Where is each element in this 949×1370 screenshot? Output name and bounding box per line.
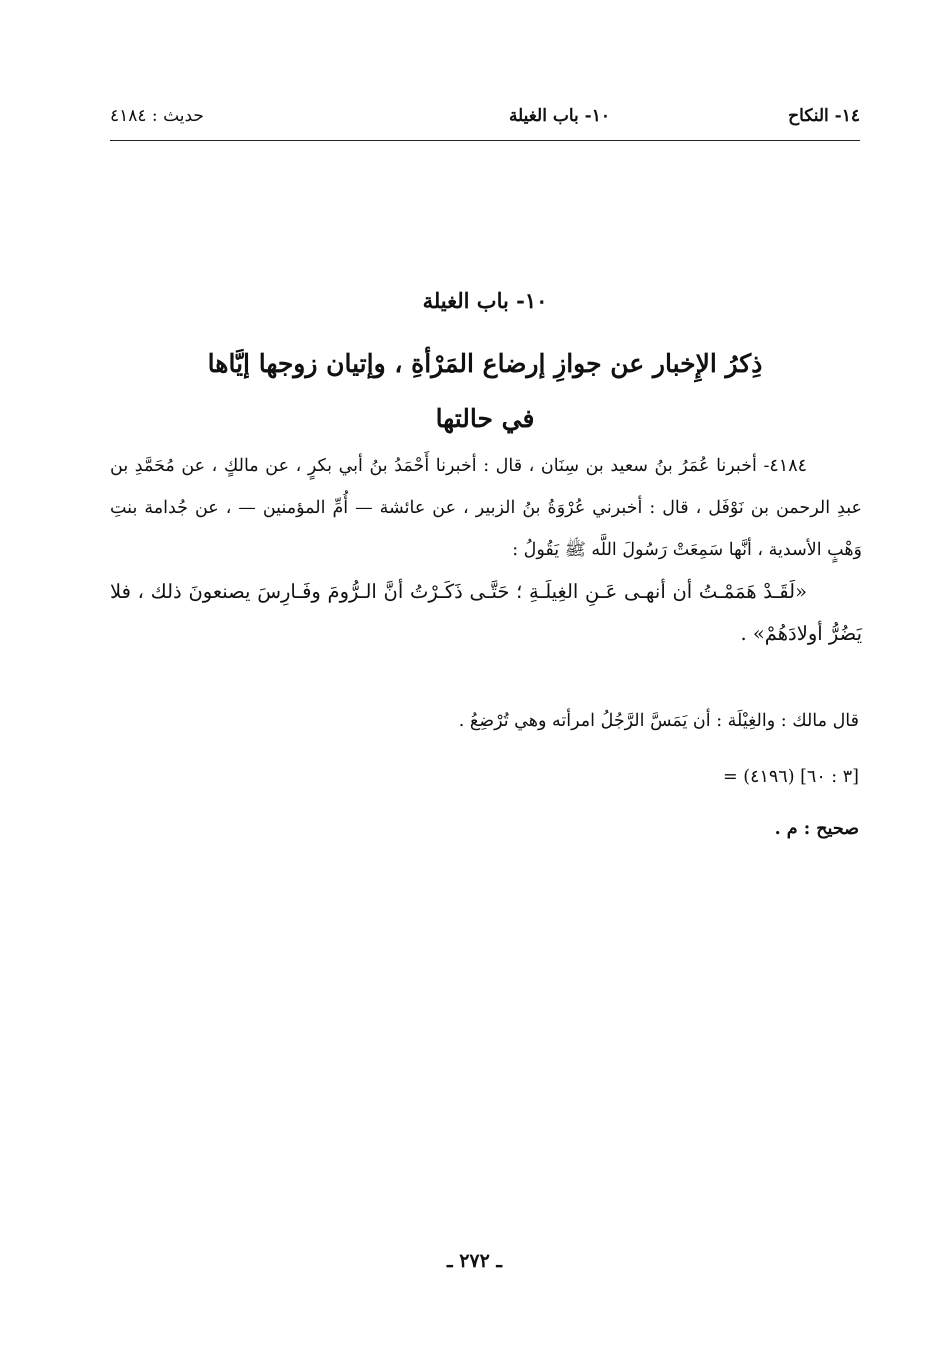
chapter-title: ١٠- باب الغيلة bbox=[422, 288, 548, 313]
header-hadith-ref: حديث : ٤١٨٤ bbox=[110, 106, 204, 126]
chapter-subtitle-line-1: ذِكرُ الإِخبار عن جوازِ إرضاع المَرْأةِ ، وإتيان زوجها إيَّاها bbox=[207, 349, 763, 378]
malik-saying: قال مالك : والغِيْلَة : أن يَمَسَّ الرَّجُلُ امرأته وهي تُرْضِعُ . bbox=[458, 711, 859, 731]
chapter-subtitle bbox=[110, 336, 860, 446]
chapter-subtitle-line-2: في حالتها bbox=[435, 404, 535, 433]
hadith-text bbox=[110, 445, 862, 655]
page-number: ـ ٢٧٢ ـ bbox=[447, 1250, 502, 1272]
hadith-grading: صحيح : م . bbox=[774, 819, 859, 839]
cross-reference: = (٤١٩٦) [٣ : ٦٠] bbox=[723, 767, 859, 787]
header-chapter: ١٤- النكاح bbox=[788, 106, 860, 126]
header-divider bbox=[110, 140, 860, 141]
header-section: ١٠- باب الغيلة bbox=[508, 106, 610, 126]
running-header bbox=[110, 100, 860, 134]
hadith-matn: «لَقَـدْ هَمَمْـتُ أن أنهـى عَـنِ الغِيلَـةِ ؛ حَتَّـى ذَكَـرْتُ أنَّ الـرُّومَ وفَـارِسَ يصنعونَ ذلك ، فلا يَضُرُّ أولادَهُمْ» . bbox=[110, 580, 862, 645]
hadith-isnad: ٤١٨٤- أخبرنا عُمَرُ بنُ سعيد بن سِنَان ، قال : أخبرنا أَحْمَدُ بنُ أبي بكرٍ ، عن مالكٍ ، عن مُحَمَّدِ بن عبدِ الرحمن بن نَوْفَل ، قال : أخبرني عُرْوَةُ بنُ الزبير ، عن عائشة — أُمِّ المؤمنين — ، عن جُدامة بنتِ وَهْبٍ الأسدية ، أنَّها سَمِعَتْ رَسُولَ اللَّه ﷺ يَقُولُ : bbox=[110, 456, 862, 560]
